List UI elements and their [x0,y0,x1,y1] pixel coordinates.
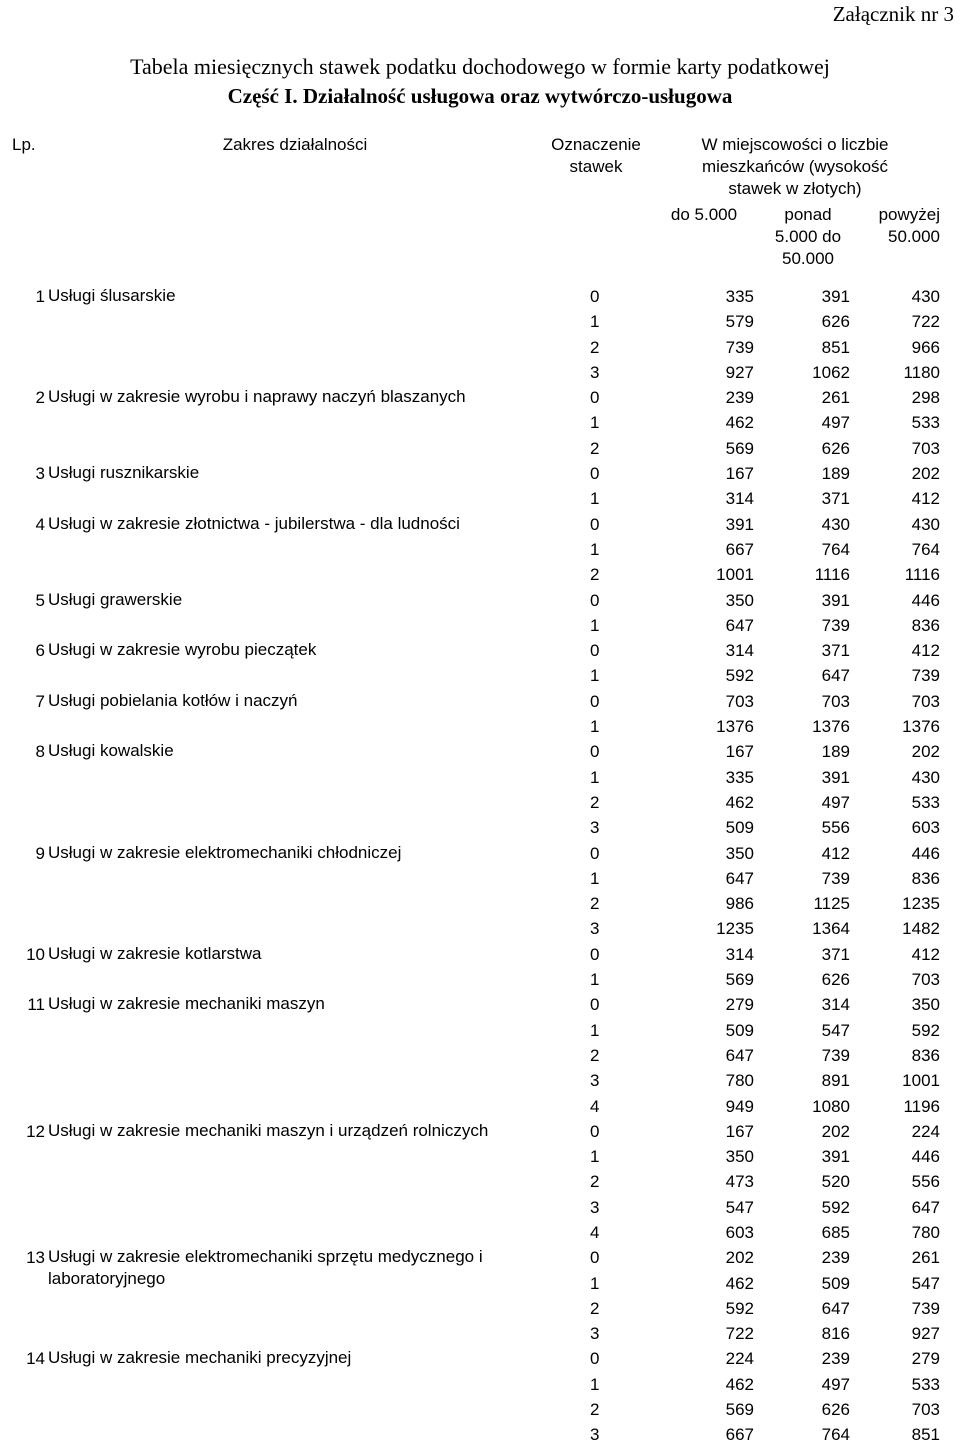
rate-up-to-5000: 667 [725,1425,754,1445]
rate-over-50000: 412 [911,641,940,661]
rate-over-50000: 202 [911,742,940,762]
rate-code: 1 [590,539,600,559]
row-number: 4 [35,514,45,534]
rate-over-50000: 202 [911,464,940,484]
row-number: 6 [35,641,45,661]
rate-code: 0 [590,1121,600,1141]
table-body [0,284,940,1448]
table-row [0,638,940,663]
rate-over-50000: 603 [911,818,940,838]
annex-label: Załącznik nr 3 [832,2,954,26]
rate-up-to-5000: 1376 [716,717,754,737]
row-number: 2 [35,388,45,408]
rate-over-50000: 647 [911,1197,940,1217]
rate-over-50000: 1180 [903,362,940,382]
rate-code: 0 [590,995,600,1015]
rate-code: 0 [590,388,600,408]
rate-up-to-5000: 927 [725,362,754,382]
rate-5000-50000: 1062 [812,362,850,382]
rate-5000-50000: 851 [821,337,850,357]
document-title: Tabela miesięcznych stawek podatku dochodowego w formie karty podatkowej [130,54,830,79]
rate-code: 0 [590,944,600,964]
rate-code: 2 [590,894,600,914]
rate-code: 1 [590,767,600,787]
rate-5000-50000: 739 [821,615,850,635]
rate-over-50000: 592 [911,1020,940,1040]
rate-up-to-5000: 335 [725,767,754,787]
rate-over-50000: 430 [911,514,940,534]
rate-5000-50000: 647 [821,1298,850,1318]
rate-up-to-5000: 547 [725,1197,754,1217]
header-col-up-to-5000: do 5.000 [670,205,738,224]
table-row [0,942,940,967]
rate-up-to-5000: 462 [725,413,754,433]
rate-up-to-5000: 986 [725,894,754,914]
rate-up-to-5000: 1001 [716,565,754,585]
rate-up-to-5000: 473 [725,1172,754,1192]
rate-over-50000: 533 [911,1374,940,1394]
rate-code: 0 [590,1248,600,1268]
service-name: Usługi grawerskie [48,589,183,609]
rate-up-to-5000: 314 [725,489,754,509]
rate-code: 4 [590,1096,600,1116]
rate-code: 1 [590,312,600,332]
row-number: 9 [35,843,45,863]
table-row [0,739,940,764]
rate-5000-50000: 626 [821,970,850,990]
rate-up-to-5000: 167 [725,742,754,762]
rate-over-50000: 446 [911,590,940,610]
rate-over-50000: 279 [911,1349,940,1369]
rate-over-50000: 350 [911,995,940,1015]
document-subtitle: Część I. Działalność usługowa oraz wytwórczo-usługowa [227,84,733,108]
rate-up-to-5000: 462 [725,1273,754,1293]
rate-code: 2 [590,1045,600,1065]
rate-up-to-5000: 647 [725,1045,754,1065]
rate-code: 3 [590,1197,600,1217]
rate-5000-50000: 391 [821,1147,850,1167]
service-name: Usługi w zakresie mechaniki precyzyjnej [48,1348,352,1368]
service-name: Usługi w zakresie wyrobu pieczątek [48,640,317,660]
rate-code: 1 [590,868,600,888]
rate-up-to-5000: 462 [725,1374,754,1394]
rate-up-to-5000: 462 [725,792,754,812]
rate-up-to-5000: 603 [725,1222,754,1242]
row-number: 11 [27,995,45,1015]
rate-over-50000: 298 [911,388,940,408]
rate-up-to-5000: 224 [725,1349,754,1369]
rate-over-50000: 966 [911,337,940,357]
table-row [0,284,940,309]
rate-5000-50000: 626 [821,438,850,458]
rate-over-50000: 836 [911,1045,940,1065]
rate-up-to-5000: 647 [725,615,754,635]
table-row [0,1119,940,1144]
rate-over-50000: 430 [911,287,940,306]
rate-5000-50000: 520 [821,1172,850,1192]
rate-code: 1 [590,666,600,686]
rate-5000-50000: 412 [821,843,850,863]
rate-up-to-5000: 569 [725,970,754,990]
header-col-over-50000: powyżej 50.000 [878,205,940,246]
rate-over-50000: 533 [911,792,940,812]
service-name: Usługi w zakresie elektromechaniki sprzętu medycznego i laboratoryjnego [48,1247,483,1289]
table-row [0,588,940,613]
row-number: 14 [26,1349,45,1369]
rate-over-50000: 836 [911,615,940,635]
rate-over-50000: 764 [911,539,940,559]
header-col-5000-50000: ponad 5.000 do 50.000 [774,205,842,268]
rate-over-50000: 261 [911,1248,940,1268]
header-rate-code: Oznaczenie stawek [551,135,641,176]
rate-code: 1 [590,615,600,635]
rate-over-50000: 533 [911,413,940,433]
service-name: Usługi w zakresie mechaniki maszyn [48,994,325,1014]
rate-over-50000: 1482 [902,919,940,939]
rate-5000-50000: 391 [821,767,850,787]
rate-5000-50000: 430 [821,514,850,534]
rate-up-to-5000: 391 [725,514,754,534]
rate-5000-50000: 764 [821,1425,850,1445]
rate-over-50000: 927 [911,1324,940,1344]
rate-code: 0 [590,843,600,863]
rate-over-50000: 703 [911,438,940,458]
rate-up-to-5000: 569 [725,438,754,458]
rate-over-50000: 412 [911,489,940,509]
rate-up-to-5000: 350 [725,590,754,610]
rate-up-to-5000: 592 [725,666,754,686]
rate-code: 0 [590,742,600,762]
rate-5000-50000: 1376 [812,717,850,737]
rate-5000-50000: 685 [821,1222,850,1242]
rate-5000-50000: 626 [821,312,850,332]
row-number: 8 [35,742,45,762]
rate-code: 1 [590,970,600,990]
rate-up-to-5000: 949 [725,1096,754,1116]
rate-code: 3 [590,362,600,382]
rate-over-50000: 1001 [902,1071,940,1091]
rate-5000-50000: 189 [821,742,850,762]
rate-5000-50000: 547 [821,1020,850,1040]
rate-5000-50000: 202 [821,1121,850,1141]
rate-over-50000: 851 [911,1425,940,1445]
rate-up-to-5000: 780 [725,1071,754,1091]
rate-up-to-5000: 350 [725,1147,754,1167]
row-number: 5 [35,590,45,610]
header-scope: Zakres działalności [222,135,368,154]
rate-code: 0 [590,691,600,711]
rate-code: 3 [590,1324,600,1344]
rate-code: 1 [590,1147,600,1167]
rate-up-to-5000: 314 [725,944,754,964]
rate-up-to-5000: 592 [725,1298,754,1318]
rate-code: 2 [590,792,600,812]
rate-5000-50000: 1116 [814,565,850,585]
rate-code: 2 [590,1172,600,1192]
rate-5000-50000: 1125 [813,894,850,914]
rate-code: 3 [590,1071,600,1091]
rate-code: 3 [590,818,600,838]
rate-5000-50000: 371 [821,489,850,509]
rate-over-50000: 224 [911,1121,940,1141]
row-number: 7 [35,691,45,711]
rate-5000-50000: 556 [821,818,850,838]
rate-5000-50000: 626 [821,1400,850,1420]
rate-5000-50000: 764 [821,539,850,559]
rate-up-to-5000: 350 [725,843,754,863]
table-row [0,1346,940,1371]
rate-code: 2 [590,1298,600,1318]
rate-up-to-5000: 1235 [716,919,754,939]
service-name: Usługi w zakresie wyrobu i naprawy naczyń blaszanych [48,387,466,407]
rate-up-to-5000: 314 [725,641,754,661]
rate-5000-50000: 314 [821,995,850,1015]
row-number: 12 [26,1121,45,1141]
rate-up-to-5000: 279 [725,995,754,1015]
rate-over-50000: 1196 [903,1096,940,1116]
service-name: Usługi w zakresie elektromechaniki chłodniczej [48,842,402,862]
service-name: Usługi ślusarskie [48,286,176,305]
rate-over-50000: 446 [911,843,940,863]
header-lp: Lp. [12,135,36,154]
rate-up-to-5000: 647 [725,868,754,888]
rate-over-50000: 446 [911,1147,940,1167]
rate-5000-50000: 1364 [812,919,850,939]
rate-up-to-5000: 335 [725,287,754,306]
rate-5000-50000: 703 [821,691,850,711]
rate-over-50000: 430 [911,767,940,787]
rate-up-to-5000: 167 [725,1121,754,1141]
table-row [0,689,940,714]
rate-up-to-5000: 167 [725,464,754,484]
rate-code: 3 [590,1425,600,1445]
row-number: 3 [35,464,45,484]
rate-up-to-5000: 703 [725,691,754,711]
rate-over-50000: 412 [911,944,940,964]
rate-code: 1 [590,717,600,737]
table-row [0,1245,940,1270]
rate-up-to-5000: 579 [725,312,754,332]
rate-code: 0 [590,514,600,534]
rate-over-50000: 722 [911,312,940,332]
table-row [0,992,940,1017]
rate-5000-50000: 371 [821,641,850,661]
rate-up-to-5000: 722 [725,1324,754,1344]
table-row [0,512,940,537]
service-name: Usługi w zakresie kotlarstwa [48,943,262,963]
rate-up-to-5000: 202 [725,1248,754,1268]
rate-code: 1 [590,1273,600,1293]
header-locality: W miejscowości o liczbie mieszkańców (wysokość stawek w złotych) [701,135,889,198]
rate-5000-50000: 497 [821,792,850,812]
rate-5000-50000: 1080 [812,1096,850,1116]
rate-over-50000: 1116 [904,565,940,585]
service-name: Usługi pobielania kotłów i naczyń [48,690,298,710]
row-number: 10 [26,944,45,964]
rate-5000-50000: 891 [821,1071,850,1091]
rate-up-to-5000: 239 [725,388,754,408]
rate-code: 2 [590,565,600,585]
rate-up-to-5000: 739 [725,337,754,357]
service-name: Usługi rusznikarskie [48,463,200,483]
rate-up-to-5000: 667 [725,539,754,559]
rate-5000-50000: 391 [821,287,850,306]
rate-5000-50000: 509 [821,1273,850,1293]
rate-over-50000: 703 [911,691,940,711]
rate-code: 2 [590,1400,600,1420]
rate-code: 2 [590,337,600,357]
table-row [0,385,940,410]
rate-5000-50000: 239 [821,1248,850,1268]
rate-over-50000: 703 [911,970,940,990]
rate-over-50000: 780 [911,1222,940,1242]
service-name: Usługi w zakresie mechaniki maszyn i urządzeń rolniczych [48,1120,489,1140]
service-name: Usługi w zakresie złotnictwa - jubilerstwa - dla ludności [48,513,460,533]
row-number: 13 [26,1248,45,1268]
rate-code: 1 [590,413,600,433]
rate-5000-50000: 592 [821,1197,850,1217]
rate-up-to-5000: 509 [725,1020,754,1040]
rate-code: 3 [590,919,600,939]
rate-5000-50000: 261 [821,388,850,408]
table-header [0,134,940,284]
table-row [0,841,940,866]
rate-over-50000: 556 [911,1172,940,1192]
rate-5000-50000: 497 [821,1374,850,1394]
rate-over-50000: 739 [911,666,940,686]
rate-5000-50000: 391 [821,590,850,610]
rate-5000-50000: 816 [821,1324,850,1344]
rate-code: 1 [590,489,600,509]
rate-over-50000: 836 [911,868,940,888]
rates-table [0,134,940,1448]
row-number: 1 [35,287,45,306]
rate-5000-50000: 189 [821,464,850,484]
rate-5000-50000: 239 [821,1349,850,1369]
rate-5000-50000: 739 [821,1045,850,1065]
rate-over-50000: 1376 [902,717,940,737]
rate-over-50000: 547 [911,1273,940,1293]
rate-code: 1 [590,1020,600,1040]
rate-code: 1 [590,1374,600,1394]
rate-code: 4 [590,1222,600,1242]
table-row [0,461,940,486]
rate-code: 0 [590,1349,600,1369]
rate-code: 0 [590,287,600,306]
rate-5000-50000: 371 [821,944,850,964]
rate-up-to-5000: 569 [725,1400,754,1420]
rate-over-50000: 739 [911,1298,940,1318]
rate-code: 2 [590,438,600,458]
rate-5000-50000: 647 [821,666,850,686]
rate-5000-50000: 497 [821,413,850,433]
rate-code: 0 [590,464,600,484]
rate-over-50000: 703 [911,1400,940,1420]
rate-code: 0 [590,590,600,610]
rate-over-50000: 1235 [902,894,940,914]
rate-5000-50000: 739 [821,868,850,888]
rate-code: 0 [590,641,600,661]
rate-up-to-5000: 509 [725,818,754,838]
service-name: Usługi kowalskie [48,741,174,761]
